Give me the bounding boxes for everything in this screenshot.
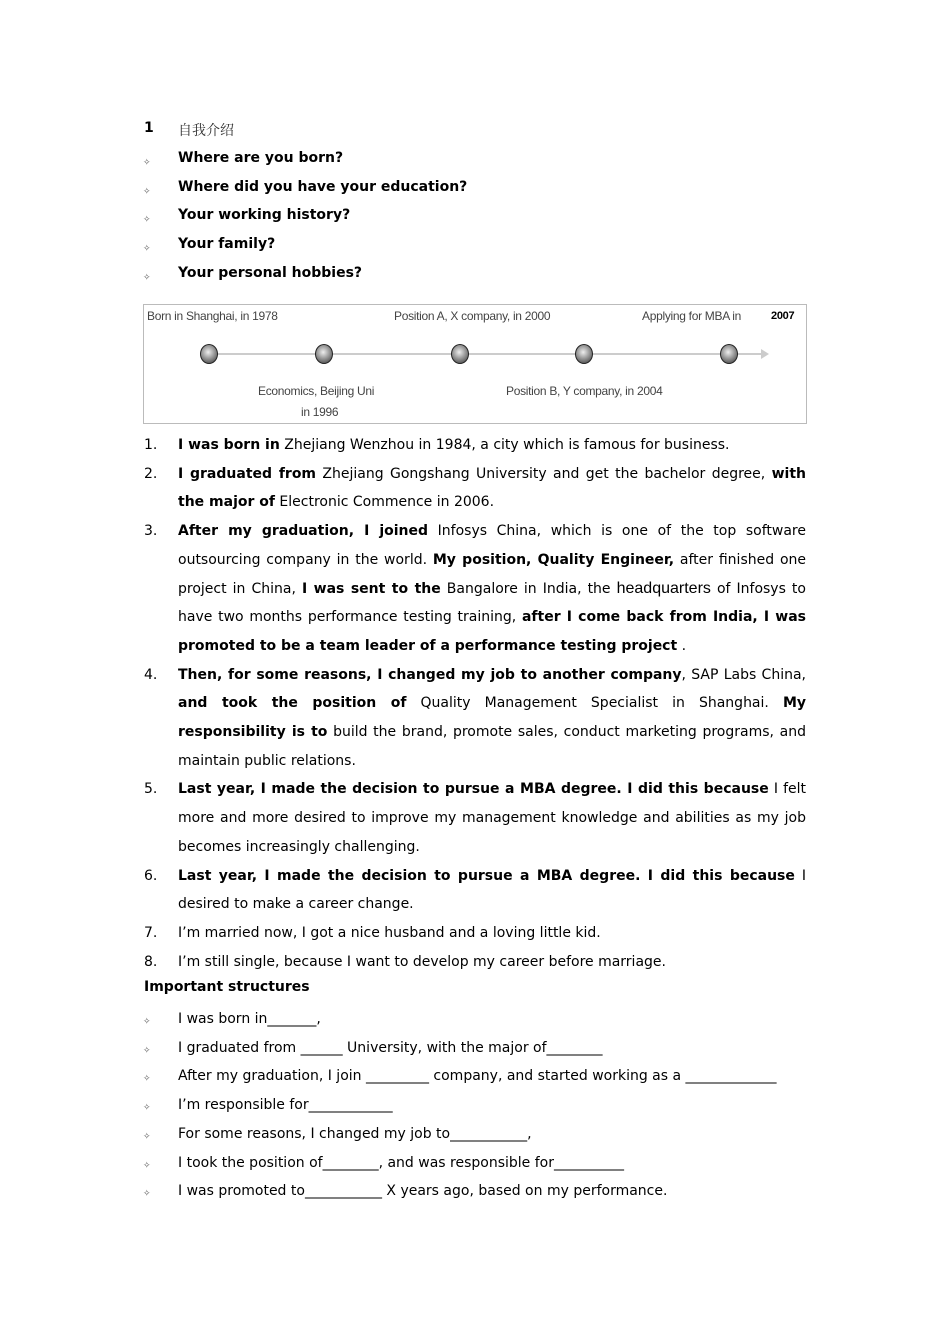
item-text [178,862,806,919]
item-number: 8. [144,953,158,970]
structure-item [0,1149,950,1178]
timeline-dot [315,344,333,364]
structure-text: For some reasons, I changed my job to___________, [178,1125,532,1142]
timeline-label: in 1996 [301,405,339,419]
list-item [144,775,806,861]
text-segment: . [677,637,687,654]
item-number: 5. [144,781,158,798]
structure-text: I’m responsible for____________ [178,1097,393,1114]
item-number: 6. [144,867,158,884]
list-item [144,431,806,460]
timeline-label: Position A, X company, in 2000 [394,309,551,323]
structure-text: I was promoted to___________ X years ago, based on my performance. [178,1183,668,1200]
timeline-dot [451,344,469,364]
bold-text: My responsibility is to [178,695,806,741]
bullet-icon: ✧ [143,1131,151,1142]
bold-text: after I come back from India, I was promoted to be a team leader of a performance testing project [178,609,807,654]
section-number: 1 [144,120,154,136]
bold-text: My position, Quality Engineer, [432,551,675,568]
section-title: 自我介绍 [178,123,234,139]
structure-item [0,1091,950,1120]
item-text [178,919,806,948]
structure-text: I graduated from ______ University, with the major of________ [178,1039,603,1056]
list-item [144,460,806,517]
text-segment: Bangalore in India, the [440,580,617,597]
text-segment: I’m married now, I got a nice husband and a loving little kid. [178,924,601,941]
item-number: 3. [144,523,158,540]
text-segment: Zhejiang Wenzhou in 1984, a city which is famous for business. [279,437,730,453]
bold-text: Last year, I made the decision to pursue a MBA degree. I did this because [178,781,769,798]
structure-text: I was born in_______, [178,1011,321,1027]
timeline-line [209,353,764,355]
item-number: 1. [144,437,158,453]
item-text [178,661,806,776]
text-segment: I desired to make a career change. [178,867,806,913]
list-item [144,517,806,661]
bullet-icon: ✧ [143,215,151,226]
bullet-icon: ✧ [143,186,151,197]
structure-item [0,1177,950,1206]
text-segment: build the brand, promote sales, conduct marketing programs, and maintain public relations. [178,724,806,769]
text-segment: headquarters [616,579,711,597]
bold-text: I was born in [178,437,280,453]
bullet-icon: ✧ [143,158,151,168]
text-segment: Electronic Commence in 2006. [274,494,495,511]
item-text [178,517,806,661]
list-item [144,862,806,919]
bold-text: with the major of [178,465,806,511]
timeline-figure [143,304,807,424]
timeline-dot [720,344,738,364]
item-number: 4. [144,666,158,683]
item-text [178,431,806,460]
structure-item [0,1062,950,1091]
list-item [144,948,806,977]
bold-text: Last year, I made the decision to pursue a MBA degree. I did this because [178,867,795,884]
timeline-label: Economics, Beijing Uni [258,384,375,398]
bullet-icon: ✧ [143,1074,151,1085]
text-segment: I’m still single, because I want to develop my career before marriage. [178,953,666,970]
structures-heading: Important structures [144,979,310,995]
bullet-icon: ✧ [143,1189,151,1200]
text-segment: after finished one project in China, [178,551,806,597]
structure-item [0,1005,950,1034]
bullet-icon: ✧ [143,1103,151,1114]
text-segment: of Infosys to have two months performance testing training, [178,580,806,626]
timeline-label: Born in Shanghai, in 1978 [147,309,278,323]
list-item [144,919,806,948]
bullet-icon: ✧ [143,244,151,255]
structure-text: After my graduation, I join _________ company, and started working as a _____________ [178,1068,777,1085]
item-number: 7. [144,924,158,941]
list-item [144,661,806,776]
structure-item [0,1034,950,1063]
text-segment: , SAP Labs China, [681,666,806,683]
timeline-label: Applying for MBA in [642,309,742,323]
timeline-arrow-icon [761,349,769,359]
question-text: Your family? [178,236,276,253]
text-segment: Zhejiang Gongshang University and get the bachelor degree, [316,465,772,482]
timeline-dot [200,344,218,364]
bold-text: I graduated from [178,465,317,482]
question-text: Where did you have your education? [178,178,468,195]
text-segment: I felt more and more desired to improve my management knowledge and abilities as my job becomes increasingly challenging. [178,781,806,855]
question-text: Where are you born? [178,150,344,166]
question-text: Your personal hobbies? [178,264,363,281]
timeline-dot [575,344,593,364]
bullet-icon: ✧ [143,272,151,283]
timeline-label: Position B, Y company, in 2004 [506,384,663,398]
numbered-list [144,431,806,976]
structures-list [0,1005,950,1206]
bullet-icon: ✧ [143,1160,151,1171]
timeline-year: 2007 [771,310,795,322]
structure-item [0,1120,950,1149]
item-text [178,460,806,517]
item-number: 2. [144,465,158,482]
bold-text: I was sent to the [301,580,441,597]
text-segment: Quality Management Specialist in Shanghai. [406,695,783,712]
question-text: Your working history? [178,207,351,224]
text-segment: Infosys China, which is one of the top software outsourcing company in the world. [178,523,806,568]
bullet-icon: ✧ [143,1017,151,1027]
bullet-icon: ✧ [143,1045,151,1056]
bold-text: and took the position of [178,695,407,712]
item-text [178,775,806,861]
bold-text: Then, for some reasons, I changed my job to another company [178,666,682,683]
bold-text: After my graduation, I joined [178,523,429,540]
item-text [178,948,806,977]
structure-text: I took the position of________, and was responsible for__________ [178,1154,624,1171]
